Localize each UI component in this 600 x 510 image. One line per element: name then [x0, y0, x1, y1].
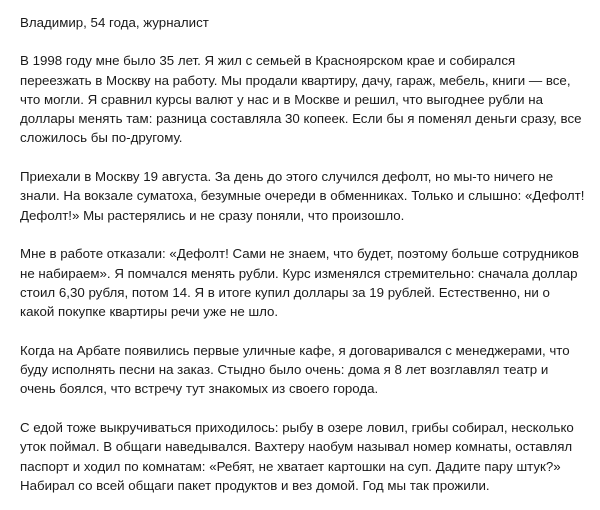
paragraph-2: [20, 167, 586, 225]
text-line: Набирал со всей общаги пакет продуктов и вез домой. Год мы так прожили.: [20, 477, 490, 493]
paragraph-3: [20, 244, 586, 321]
text-line: не набираем». Я помчался менять рубли. Курс изменялся стремительно: сначала доллар: [20, 265, 578, 281]
paragraph-5: [20, 418, 586, 495]
text-line: паспорт и ходил по комнатам: «Ребят, не хватает картошки на суп. Дадите пару штук?»: [20, 458, 561, 474]
text-line: Дефолт!» Мы растерялись и не сразу поняли, что произошло.: [20, 207, 405, 223]
text-line: доллары менять там: разница составляла 30 копеек. Если бы я поменял деньги сразу, все: [20, 111, 582, 127]
text-line: Приехали в Москву 19 августа. За день до этого случился дефолт, но мы-то ничего не: [20, 169, 554, 185]
text-line: стоил 6,30 рубля, потом 14. Я в итоге купил доллары за 19 рублей. Естественно, ни о: [20, 284, 550, 300]
text-line: сложилось бы по-другому.: [20, 130, 183, 146]
text-line: знали. На вокзале суматоха, безумные очереди в обменниках. Только и слышно: «Дефолт!: [20, 188, 585, 204]
text-line: уток поймал. В общаги наведывался. Вахтеру наобум называл номер комнаты, оставлял: [20, 439, 573, 455]
text-line: какой покупке квартиры речи уже не шло.: [20, 304, 279, 320]
paragraph-1: [20, 51, 586, 147]
text-line: Мне в работе отказали: «Дефолт! Сами не знаем, что будет, поэтому больше сотрудников: [20, 246, 579, 262]
text-line: переезжать в Москву на работу. Мы продали квартиру, дачу, гараж, мебель, книги — все,: [20, 72, 571, 88]
text-line: очень боялся, что встречу тут знакомых из своего города.: [20, 381, 379, 397]
author-line: Владимир, 54 года, журналист: [20, 15, 209, 30]
text-line: буду исполнять песни на заказ. Стыдно было очень: дома я 8 лет возглавлял театр и: [20, 362, 549, 378]
text-line: С едой тоже выкручиваться приходилось: рыбу в озере ловил, грибы собирал, несколько: [20, 419, 574, 435]
text-line: что могли. Я сравнил курсы валют у нас и в Москве и решил, что выгоднее рубли на: [20, 91, 543, 107]
text-line: В 1998 году мне было 35 лет. Я жил с семьей в Красноярском крае и собирался: [20, 53, 516, 69]
text-line: Когда на Арбате появились первые уличные кафе, я договаривался с менеджерами, что: [20, 342, 570, 358]
paragraph-4: [20, 341, 586, 399]
